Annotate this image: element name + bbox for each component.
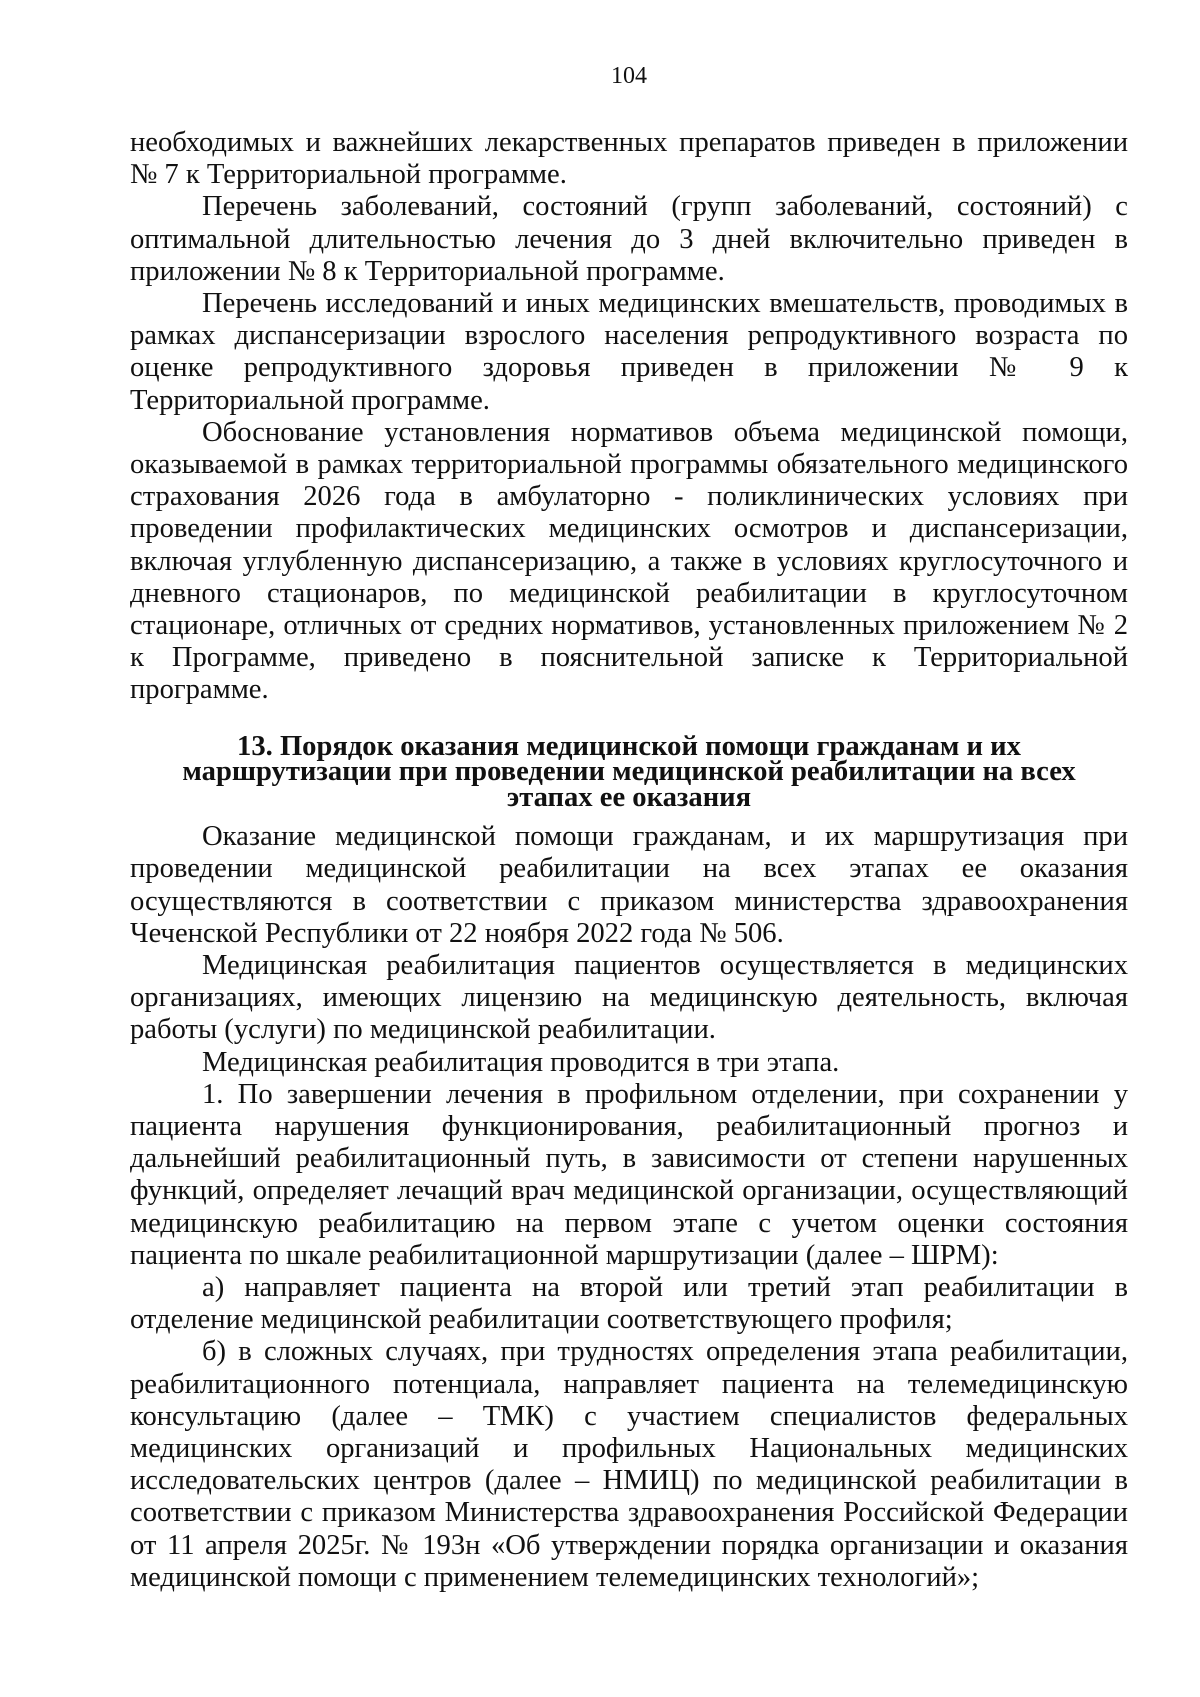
section-heading: [130, 730, 1128, 813]
paragraph: а) направляет пациента на второй или третий этап реабилитации в отделение медицинской реабилитации соответствующего профиля;: [130, 1272, 1128, 1336]
section-heading-line: 13. Порядок оказания медицинской помощи гражданам и их: [237, 730, 1021, 762]
paragraph: Обоснование установления нормативов объема медицинской помощи, оказываемой в рамках территориальной программы обязательного медицинского страхования 2026 года в амбулаторно - поликлинических условиях при проведении профилактических медицинских осмотров и диспансеризации, включая углубленную диспансеризацию, а также в условиях круглосуточного и дневного стационаров, по медицинской реабилитации в круглосуточном стационаре, отличных от средних нормативов, установленных приложением № 2 к Программе, приведено в пояснительной записке к Территориальной программе.: [130, 416, 1128, 706]
paragraph: Медицинская реабилитация проводится в три этапа.: [202, 1046, 840, 1078]
paragraph: необходимых и важнейших лекарственных препаратов приведен в приложении № 7 к Территориальной программе.: [130, 127, 1128, 191]
paragraph: Перечень исследований и иных медицинских вмешательств, проводимых в рамках диспансеризации взрослого населения репродуктивного возраста по оценке репродуктивного здоровья приведен в приложении № 9 к Территориальной программе.: [130, 288, 1128, 416]
page-number: 104: [611, 63, 647, 89]
paragraph: 1. По завершении лечения в профильном отделении, при сохранении у пациента нарушения функционирования, реабилитационный прогноз и дальнейший реабилитационный путь, в зависимости от степени нарушенных функций, определяет лечащий врач медицинской организации, осуществляющий медицинскую реабилитацию на первом этапе с учетом оценки состояния пациента по шкале реабилитационной маршрутизации (далее – ШРМ):: [130, 1078, 1128, 1271]
section-heading-line: маршрутизации при проведении медицинской реабилитации на всех: [182, 756, 1076, 788]
paragraph: Оказание медицинской помощи гражданам, и их маршрутизация при проведении медицинской реабилитации на всех этапах ее оказания осуществляются в соответствии с приказом министерства здравоохранения Чеченской Республики от 22 ноября 2022 года № 506.: [130, 821, 1128, 949]
paragraph: Перечень заболеваний, состояний (групп заболеваний, состояний) с оптимальной длительностью лечения до 3 дней включительно приведен в приложении № 8 к Территориальной программе.: [130, 191, 1128, 287]
document-page: [130, 62, 1128, 1594]
paragraph: Медицинская реабилитация пациентов осуществляется в медицинских организациях, имеющих лицензию на медицинскую деятельность, включая работы (услуги) по медицинской реабилитации.: [130, 949, 1128, 1046]
paragraph: б) в сложных случаях, при трудностях определения этапа реабилитации, реабилитационного потенциала, направляет пациента на телемедицинскую консультацию (далее – ТМК) с участием специалистов федеральных медицинских организаций и профильных Национальных медицинских исследовательских центров (далее – НМИЦ) по медицинской реабилитации в соответствии с приказом Министерства здравоохранения Российской Федерации от 11 апреля 2025г. № 193н «Об утверждении порядка организации и оказания медицинской помощи с применением телемедицинских технологий»;: [130, 1336, 1128, 1593]
section-heading-line: этапах ее оказания: [506, 781, 752, 813]
